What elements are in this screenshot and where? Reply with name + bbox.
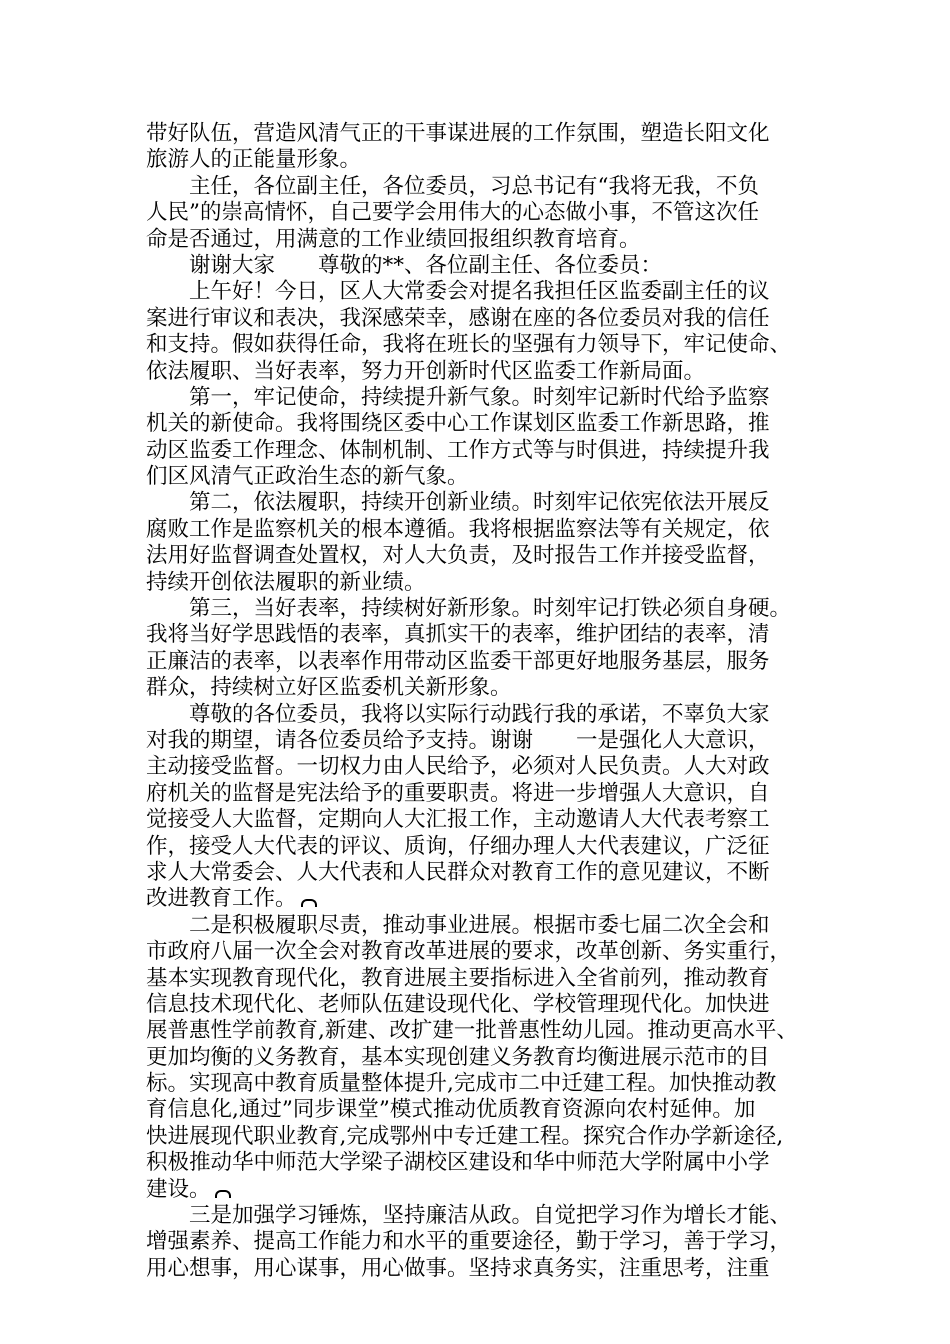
text-line: 信息技术现代化、老师队伍建设现代化、学校管理现代化。加快进	[146, 991, 770, 1017]
text-line: 主任，各位副主任，各位委员，习总书记有“我将无我，不负	[146, 173, 759, 199]
text-line: 持续开创依法履职的新业绩。	[146, 569, 426, 595]
text-line: 府机关的监督是宪法给予的重要职责。将进一步增强人大意识，自	[146, 780, 770, 806]
text-line-with-mark	[146, 886, 808, 912]
body-text	[146, 121, 808, 1282]
text-line: 改进教育工作。	[146, 886, 297, 912]
text-line: 法用好监督调查处置权，对人大负责，及时报告工作并接受监督，	[146, 543, 770, 569]
text-line: 基本实现教育现代化，教育进展主要指标进入全省前列，推动教育	[146, 965, 770, 991]
text-line: 依法履职、当好表率，努力开创新时代区监委工作新局面。	[146, 358, 706, 384]
text-line: 三是加强学习锤炼，坚持廉洁从政。自觉把学习作为增长才能、	[146, 1203, 792, 1229]
text-line: 第一，牢记使命，持续提升新气象。时刻牢记新时代给予监察	[146, 384, 770, 410]
text-line: 尊敬的各位委员，我将以实际行动践行我的承诺，不辜负大家	[146, 701, 770, 727]
text-line: 腐败工作是监察机关的根本遵循。我将根据监察法等有关规定，依	[146, 516, 770, 542]
text-line: 人民”的崇高情怀，自己要学会用伟大的心态做小事，不管这次任	[146, 200, 759, 226]
text-line: 育信息化,通过”同步课堂”模式推动优质教育资源向农村延伸。加	[146, 1097, 756, 1123]
text-line: 命是否通过，用满意的工作业绩回报组织教育培育。	[146, 226, 641, 252]
text-line: 用心想事，用心谋事，用心做事。坚持求真务实，注重思考，注重	[146, 1255, 770, 1281]
text-line: 谢谢大家 尊敬的**、各位副主任、各位委员：	[146, 252, 663, 278]
text-line: 标。实现高中教育质量整体提升,完成市二中迁建工程。加快推动教	[146, 1071, 777, 1097]
text-line: 正廉洁的表率，以表率作用带动区监委干部更好地服务基层，服务	[146, 648, 770, 674]
text-line: 觉接受人大监督，定期向人大汇报工作，主动邀请人大代表考察工	[146, 807, 770, 833]
text-line: 带好队伍，营造风清气正的干事谋进展的工作氛围，塑造长阳文化	[146, 121, 770, 146]
text-line: 群众，持续树立好区监委机关新形象。	[146, 675, 512, 701]
text-line: 和支持。假如获得任命，我将在班长的坚强有力领导下，牢记使命、	[146, 332, 792, 358]
text-line: 二是积极履职尽责，推动事业进展。根据市委七届二次全会和	[146, 912, 770, 938]
text-line: 建设。	[146, 1176, 211, 1202]
text-line: 主动接受监督。一切权力由人民给予，必须对人民负责。人大对政	[146, 754, 770, 780]
text-line-with-mark	[146, 1177, 808, 1203]
paragraph-mark-icon	[301, 899, 317, 907]
text-line: 市政府八届一次全会对教育改革进展的要求，改革创新、务实重行，	[146, 939, 792, 965]
text-line: 动区监委工作理念、体制机制、工作方式等与时俱进，持续提升我	[146, 437, 770, 463]
text-line: 积极推动华中师范大学梁子湖校区建设和华中师范大学附属中小学	[146, 1150, 770, 1176]
paragraph-mark-icon	[215, 1190, 231, 1198]
text-line: 增强素养、提高工作能力和水平的重要途径，勤于学习，善于学习，	[146, 1229, 792, 1255]
text-line: 们区风清气正政治生态的新气象。	[146, 464, 469, 490]
text-line: 更加均衡的义务教育，基本实现创建义务教育均衡进展示范市的目	[146, 1044, 770, 1070]
text-line: 案进行审议和表决，我深感荣幸，感谢在座的各位委员对我的信任	[146, 305, 770, 331]
text-line: 展普惠性学前教育,新建、改扩建一批普惠性幼儿园。推动更高水平、	[146, 1018, 798, 1044]
text-line: 求人大常委会、人大代表和人民群众对教育工作的意见建议，不断	[146, 859, 770, 885]
text-line: 作，接受人大代表的评议、质询，仔细办理人大代表建议，广泛征	[146, 833, 770, 859]
text-line: 旅游人的正能量形象。	[146, 147, 362, 173]
text-line: 上午好！今日，区人大常委会对提名我担任区监委副主任的议	[146, 279, 770, 305]
text-line: 我将当好学思践悟的表率，真抓实干的表率，维护团结的表率，清	[146, 622, 770, 648]
text-line: 第二，依法履职，持续开创新业绩。时刻牢记依宪依法开展反	[146, 490, 770, 516]
text-line: 快进展现代职业教育,完成鄂州中专迁建工程。探究合作办学新途径,	[146, 1123, 784, 1149]
text-line: 对我的期望，请各位委员给予支持。谢谢 一是强化人大意识，	[146, 727, 770, 753]
text-line: 第三，当好表率，持续树好新形象。时刻牢记打铁必须自身硬。	[146, 596, 792, 622]
text-line: 机关的新使命。我将围绕区委中心工作谋划区监委工作新思路，推	[146, 411, 770, 437]
